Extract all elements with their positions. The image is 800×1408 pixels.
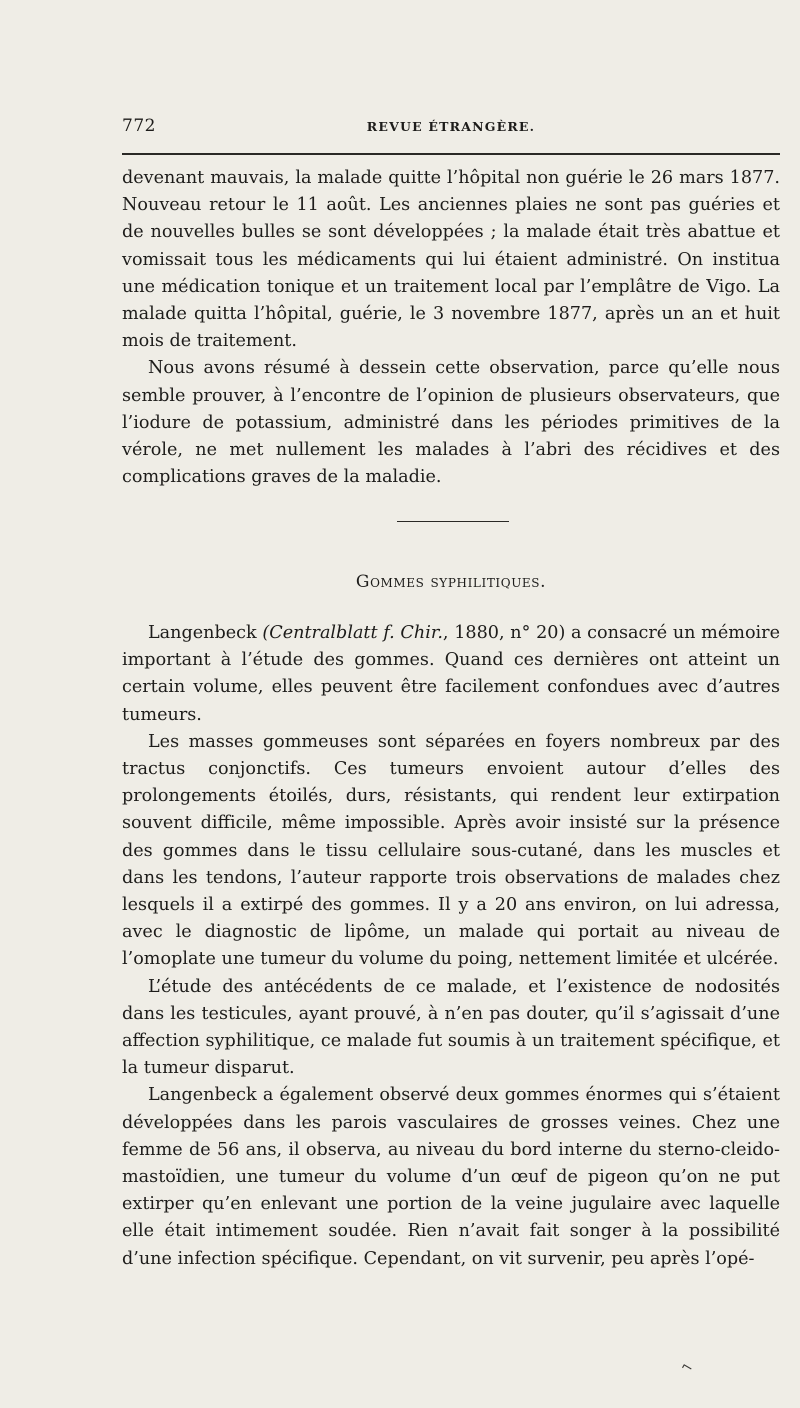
paragraph-vascular-gummas: Langenbeck a également observé deux gommes énormes qui s’étaient développées dans les parois vasculaires de grosses veines. Chez une femme de 56 ans, il observa, au niveau du bord interne du sterno-cleido-mastoïdien, une tumeur du volume d’un œuf de pigeon qu’on ne put extirper qu’en enlevant une portion de la veine jugulaire avec laquelle elle était intimement soudée. Rien n’avait fait songer à la possibilité d’une infection spécifique. Cependant, on vit survenir, peu après l’opé- bbox=[122, 1085, 780, 1269]
header-rule bbox=[122, 153, 780, 155]
running-title: REVUE ÉTRANGÈRE. bbox=[366, 119, 536, 134]
running-head bbox=[122, 116, 780, 138]
paragraph-lead: Langenbeck bbox=[148, 623, 263, 643]
section-two-text bbox=[122, 620, 780, 1273]
stray-ink-mark: ⌐ bbox=[677, 1358, 696, 1378]
paragraph-antecedents: L’étude des antécédents de ce malade, et l’existence de nodosités dans les testicules, ayant prouvé, à n’en pas douter, qu’il s’agissait d’une affection syphilitique, ce malade fut soumis à un traitement spécifique, et la tumeur disparut. bbox=[122, 976, 780, 1079]
section-heading: Gommes syphilitiques. bbox=[355, 572, 547, 592]
paragraph-langenbeck-intro bbox=[122, 620, 780, 729]
section-one-text bbox=[122, 165, 780, 491]
page-number: 772 bbox=[122, 116, 156, 136]
paragraph-continued: devenant mauvais, la malade quitte l’hôpital non guérie le 26 mars 1877. Nouveau retour le 11 août. Les anciennes plaies ne sont pas guéries et de nouvelles bulles se sont développées ; la malade était très abattue et vomissait tous les médicaments qui lui étaient administré. On institua une médication tonique et un traitement local par l’emplâtre de Vigo. La malade quitta l’hôpital, guérie, le 3 novembre 1877, après un an et huit mois de traitement. bbox=[122, 168, 780, 352]
section-divider bbox=[397, 521, 509, 522]
citation-journal: (Centralblatt f. Chir. bbox=[262, 623, 443, 643]
paragraph-rest: , 1880, n° 20) a consacré un mémoire important à l’étude des gommes. Quand ces dernières ont atteint un certain volume, elles peuvent être facilement confondues avec d’autres tumeurs. bbox=[122, 623, 780, 725]
paragraph-gummy-masses: Les masses gommeuses sont séparées en foyers nombreux par des tractus conjonctifs. Ces tumeurs envoient autour d’elles des prolongements étoilés, durs, résistants, qui rendent leur extirpation souvent difficile, même impossible. Après avoir insisté sur la présence des gommes dans le tissu cellulaire sous-cutané, dans les muscles et dans les tendons, l’auteur rapporte trois observations de malades chez lesquels il a extirpé des gommes. Il y a 20 ans environ, on lui adressa, avec le diagnostic de lipôme, un malade qui portait au niveau de l’omoplate une tumeur du volume du poing, nettement limitée et ulcérée. bbox=[122, 731, 780, 970]
paragraph-summary: Nous avons résumé à dessein cette observation, parce qu’elle nous semble prouver, à l’encontre de l’opinion de plusieurs observateurs, que l’iodure de potassium, administré dans les périodes primitives de la vérole, ne met nullement les malades à l’abri des récidives et des complications graves de la maladie. bbox=[122, 358, 780, 488]
